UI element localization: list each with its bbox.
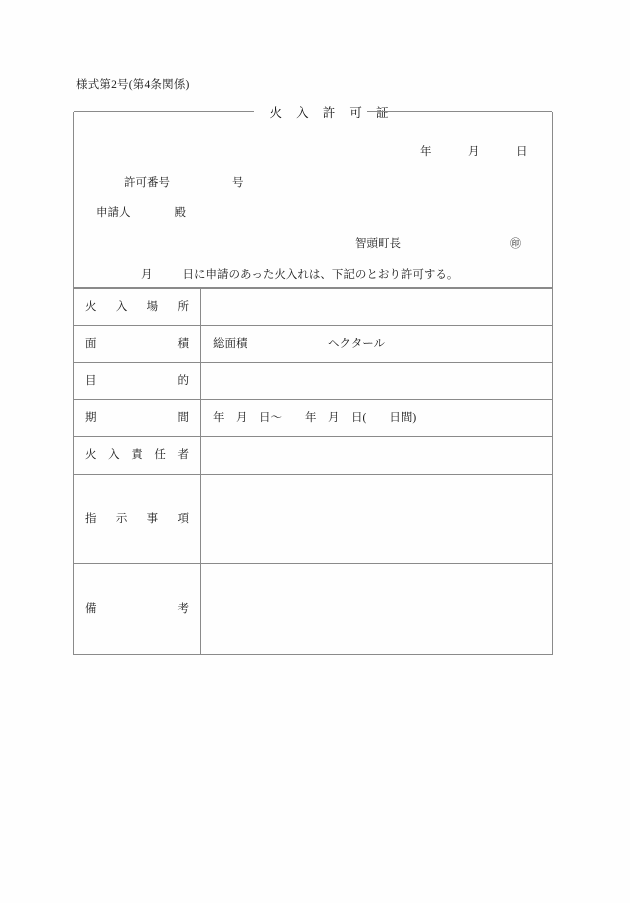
row-value: 総面積 ヘクタール: [213, 337, 386, 350]
table-row: [74, 564, 553, 655]
row-label-cell: [74, 437, 201, 475]
issue-date-line: 年 月 日: [420, 146, 528, 158]
row-label: 期間: [85, 411, 189, 424]
table-row: [74, 289, 553, 326]
row-value-cell[interactable]: [201, 289, 553, 326]
form-number-label: 様式第2号(第4条関係): [76, 79, 190, 91]
row-label: 面積: [85, 337, 189, 350]
page-title: 火 入 許 可 証: [260, 103, 388, 121]
row-label-cell: [74, 289, 201, 326]
row-label-cell: [74, 400, 201, 437]
applicant-honorific: 殿: [174, 207, 186, 219]
row-value-cell[interactable]: [201, 326, 553, 363]
row-label-cell: [74, 564, 201, 655]
table-row: [74, 400, 553, 437]
row-label: 火入場所: [85, 300, 189, 313]
table-row: [74, 475, 553, 564]
applicant-line: [96, 204, 186, 220]
row-value: 年 月 日〜 年 月 日( 日間): [213, 411, 417, 424]
row-label: 指示事項: [85, 512, 189, 525]
row-value-cell[interactable]: [201, 400, 553, 437]
table-row: [74, 326, 553, 363]
certificate-header-box: [73, 106, 553, 288]
permit-number-line: [124, 174, 244, 190]
permit-number-unit: 号: [232, 177, 244, 189]
table-row: [74, 363, 553, 400]
row-value-cell[interactable]: [201, 564, 553, 655]
statement-month-label: 月: [141, 269, 153, 281]
permission-statement: [141, 266, 458, 282]
row-label: 備考: [85, 602, 189, 615]
permit-number-label: 許可番号: [124, 177, 170, 189]
table-row: [74, 437, 553, 475]
statement-body: 日に申請のあった火入れは、下記のとおり許可する。: [182, 269, 459, 281]
row-label: 目的: [85, 374, 189, 387]
row-label: 火入責任者: [85, 449, 189, 462]
row-value-cell[interactable]: [201, 363, 553, 400]
row-label-cell: [74, 475, 201, 564]
issuer-name: 智頭町長: [355, 238, 401, 250]
seal-mark-icon: ㊞: [510, 238, 521, 250]
applicant-label: 申請人: [96, 207, 131, 219]
permit-details-table: [73, 288, 553, 655]
row-label-cell: [74, 363, 201, 400]
row-value-cell[interactable]: [201, 475, 553, 564]
row-value-cell[interactable]: [201, 437, 553, 475]
row-label-cell: [74, 326, 201, 363]
